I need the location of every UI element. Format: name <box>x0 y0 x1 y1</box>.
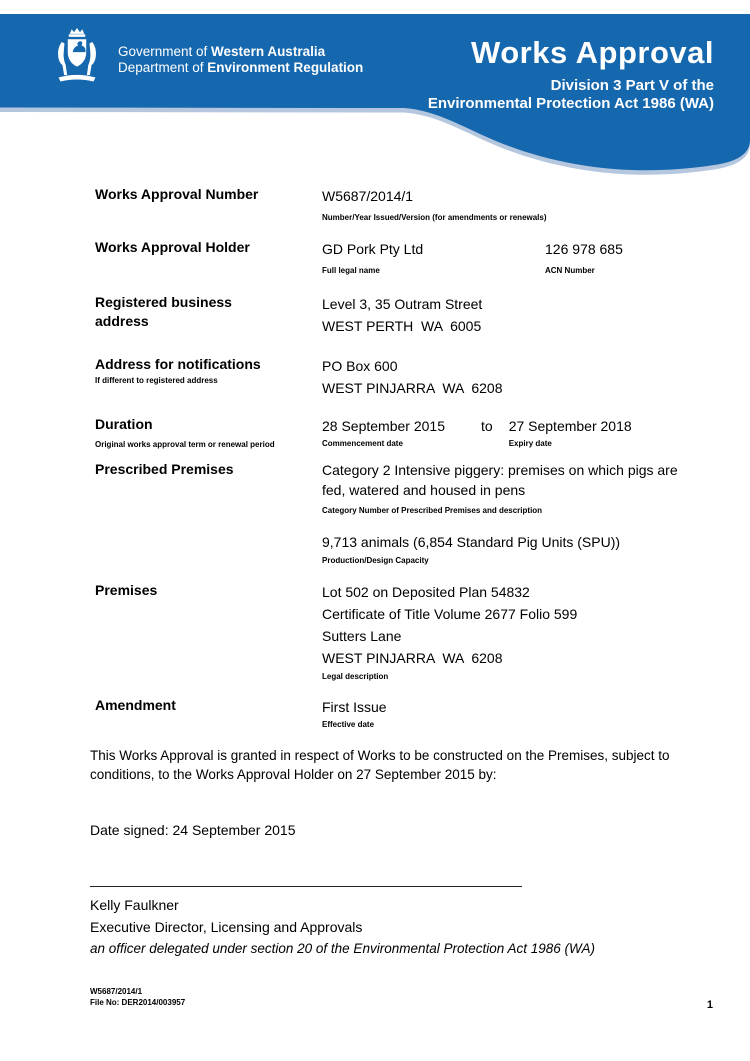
wa-coat-of-arms-icon <box>44 27 110 91</box>
field-label <box>95 355 270 386</box>
field-label: Works Approval Holder <box>95 239 250 255</box>
field-row-works-approval-number <box>95 185 695 223</box>
premises-line-2: Certificate of Title Volume 2677 Folio 599 <box>322 606 578 622</box>
production-capacity-value: 9,713 animals (6,854 Standard Pig Units (SPU)) <box>322 534 621 550</box>
dept-line-bold: Environment Regulation <box>207 60 364 75</box>
grant-statement-paragraph: This Works Approval is granted in respect of Works to be constructed on the Premises, subject to conditions, to the Works Approval Holder on 27 September 2015 by: <box>90 748 670 782</box>
duration-separator: to <box>481 418 493 434</box>
holder-name-group <box>322 238 545 276</box>
gov-line <box>118 44 363 60</box>
header-banner <box>0 0 750 180</box>
field-label-text: Address for notifications <box>95 356 261 372</box>
prescribed-premises-category: Category 2 Intensive piggery: premises on which pigs are fed, watered and housed in pens <box>322 462 682 498</box>
works-approval-number-value: W5687/2014/1 <box>322 188 414 204</box>
field-row-registered-address <box>95 293 695 337</box>
holder-name-value: GD Pork Pty Ltd <box>322 241 424 257</box>
signatory-name: Kelly Faulkner <box>90 897 179 913</box>
subtitle-line-1: Division 3 Part V of the <box>550 77 714 94</box>
notification-address-line-2: WEST PINJARRA WA 6208 <box>322 380 503 396</box>
document-title: Works Approval <box>471 35 714 70</box>
field-caption: Effective date <box>322 720 375 729</box>
field-label-caption: If different to registered address <box>95 376 218 385</box>
duration-values <box>322 415 695 449</box>
signatory-delegation-note: an officer delegated under section 20 of the Environmental Protection Act 1986 (WA) <box>90 941 596 956</box>
document-body <box>90 185 695 960</box>
amendment-value: First Issue <box>322 699 387 715</box>
footer-reference-block <box>90 986 185 1008</box>
field-caption: ACN Number <box>545 266 595 275</box>
premises-line-4: WEST PINJARRA WA 6208 <box>322 650 503 666</box>
field-value-column <box>322 696 695 730</box>
field-caption: Expiry date <box>508 439 552 448</box>
field-label-caption: Original works approval term or renewal period <box>95 440 275 449</box>
field-label: Premises <box>95 582 158 598</box>
field-label: Prescribed Premises <box>95 461 234 477</box>
field-row-premises <box>95 581 695 682</box>
field-caption: Full legal name <box>322 266 380 275</box>
footer-approval-number: W5687/2014/1 <box>90 987 143 996</box>
field-caption: Commencement date <box>322 439 403 448</box>
signatory-title: Executive Director, Licensing and Approvals <box>90 919 363 935</box>
field-label-text: Duration <box>95 416 153 432</box>
field-row-prescribed-premises <box>95 460 695 566</box>
field-label: Registered business address <box>95 294 232 329</box>
field-caption: Category Number of Prescribed Premises and description <box>322 506 543 515</box>
field-value-column <box>322 460 695 566</box>
expiry-group <box>509 415 632 449</box>
gov-line-normal: Government of <box>118 44 212 59</box>
footer-file-number: File No: DER2014/003957 <box>90 998 186 1007</box>
field-label <box>95 415 275 450</box>
field-value-column <box>322 355 695 399</box>
field-value-column <box>322 581 695 682</box>
field-value-column <box>322 415 695 449</box>
premises-line-3: Sutters Lane <box>322 628 402 644</box>
acn-value: 126 978 685 <box>545 241 623 257</box>
document-subtitle <box>428 77 714 113</box>
acn-group <box>545 238 623 276</box>
signature-line <box>90 886 522 887</box>
field-row-works-approval-holder <box>95 238 695 276</box>
page-number: 1 <box>706 999 713 1011</box>
dept-line <box>118 60 363 76</box>
notification-address-line-1: PO Box 600 <box>322 358 398 374</box>
commencement-group <box>322 415 481 449</box>
department-identity <box>118 44 363 76</box>
registered-address-line-1: Level 3, 35 Outram Street <box>322 296 483 312</box>
document-title-block <box>428 36 714 113</box>
field-row-notification-address <box>95 355 695 399</box>
field-caption: Legal description <box>322 672 389 681</box>
dept-line-normal: Department of <box>118 60 208 75</box>
field-caption: Number/Year Issued/Version (for amendments or renewals) <box>322 213 547 222</box>
field-label: Works Approval Number <box>95 186 259 202</box>
expiry-date-value: 27 September 2018 <box>508 418 632 434</box>
date-signed-line: Date signed: 24 September 2015 <box>90 822 296 838</box>
field-label: Amendment <box>95 697 176 713</box>
field-row-amendment <box>95 696 695 730</box>
subtitle-line-2: Environmental Protection Act 1986 (WA) <box>427 95 714 112</box>
field-row-duration <box>95 415 695 450</box>
commencement-date-value: 28 September 2015 <box>322 418 445 434</box>
field-value-column <box>322 185 695 223</box>
gov-line-bold: Western Australia <box>211 44 326 59</box>
field-value-column <box>322 238 695 276</box>
holder-values <box>322 238 695 276</box>
field-value-column <box>322 293 695 337</box>
premises-line-1: Lot 502 on Deposited Plan 54832 <box>322 584 530 600</box>
field-caption: Production/Design Capacity <box>322 556 429 565</box>
registered-address-line-2: WEST PERTH WA 6005 <box>322 318 482 334</box>
